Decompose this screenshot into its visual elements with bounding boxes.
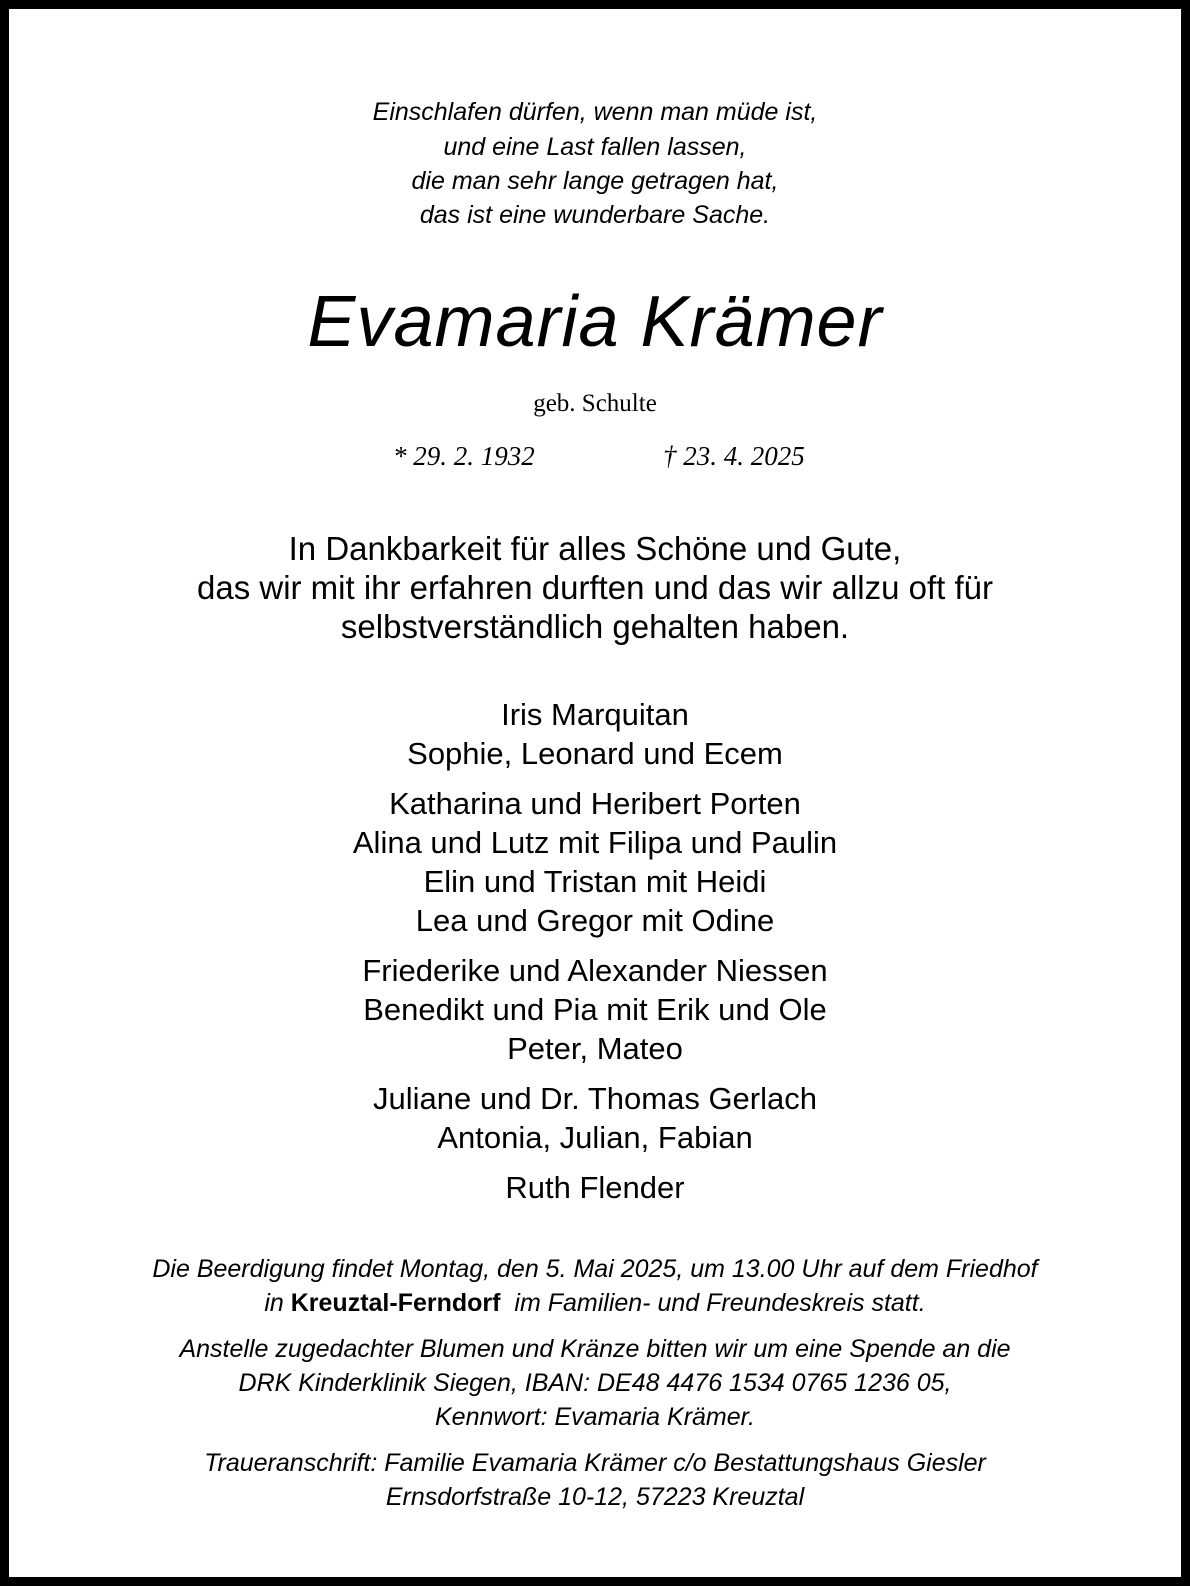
thanks-line: selbstverständlich gehalten haben. <box>340 608 850 645</box>
address-line: Traueranschrift: Familie Evamaria Krämer c/o Bestattungshaus Giesler <box>204 1449 986 1477</box>
donation-line: Anstelle zugedachter Blumen und Kränze bitten wir um eine Spende an die <box>179 1335 1011 1363</box>
deceased-name: Evamaria Krämer <box>307 282 883 362</box>
funeral-notice-line <box>9 1289 1181 1318</box>
funeral-place: Kreuztal-Ferndorf <box>290 1289 501 1317</box>
mourner-line: Iris Marquitan <box>501 697 689 732</box>
thanks-line: das wir mit ihr erfahren durften und das wir allzu oft für <box>196 569 993 606</box>
death-date: † 23. 4. 2025 <box>663 441 805 471</box>
funeral-prefix: in <box>264 1289 284 1317</box>
mourner-line: Benedikt und Pia mit Erik und Ole <box>363 992 827 1027</box>
mourner-line: Lea und Gregor mit Odine <box>415 903 775 938</box>
poem-line: Einschlafen dürfen, wenn man müde ist, <box>372 98 818 126</box>
mourner-line: Elin und Tristan mit Heidi <box>423 864 767 899</box>
mourner-line: Alina und Lutz mit Filipa und Paulin <box>352 825 838 860</box>
poem-line: und eine Last fallen lassen, <box>443 133 747 161</box>
donation-line: DRK Kinderklinik Siegen, IBAN: DE48 4476 1534 0765 1236 05, <box>238 1369 952 1397</box>
mourner-line: Ruth Flender <box>505 1170 685 1205</box>
funeral-notice-line: Die Beerdigung findet Montag, den 5. Mai 2025, um 13.00 Uhr auf dem Friedhof <box>152 1255 1038 1283</box>
mourner-line: Katharina und Heribert Porten <box>389 786 801 821</box>
life-dates <box>9 441 1181 475</box>
maiden-name: geb. Schulte <box>533 390 657 417</box>
address-line: Ernsdorfstraße 10-12, 57223 Kreuztal <box>385 1483 805 1511</box>
mourner-line: Antonia, Julian, Fabian <box>437 1120 753 1155</box>
mourner-line: Peter, Mateo <box>507 1031 683 1066</box>
poem-line: das ist eine wunderbare Sache. <box>419 201 771 229</box>
thanks-line: In Dankbarkeit für alles Schöne und Gute, <box>288 530 902 567</box>
mourner-line: Juliane und Dr. Thomas Gerlach <box>373 1081 817 1116</box>
poem-line: die man sehr lange getragen hat, <box>411 167 779 195</box>
mourner-line: Sophie, Leonard und Ecem <box>407 736 783 771</box>
donation-line: Kennwort: Evamaria Krämer. <box>434 1403 756 1431</box>
funeral-suffix: im Familien- und Freundeskreis statt. <box>514 1289 926 1317</box>
birth-date: * 29. 2. 1932 <box>393 441 535 471</box>
mourner-line: Friederike und Alexander Niessen <box>362 953 828 988</box>
